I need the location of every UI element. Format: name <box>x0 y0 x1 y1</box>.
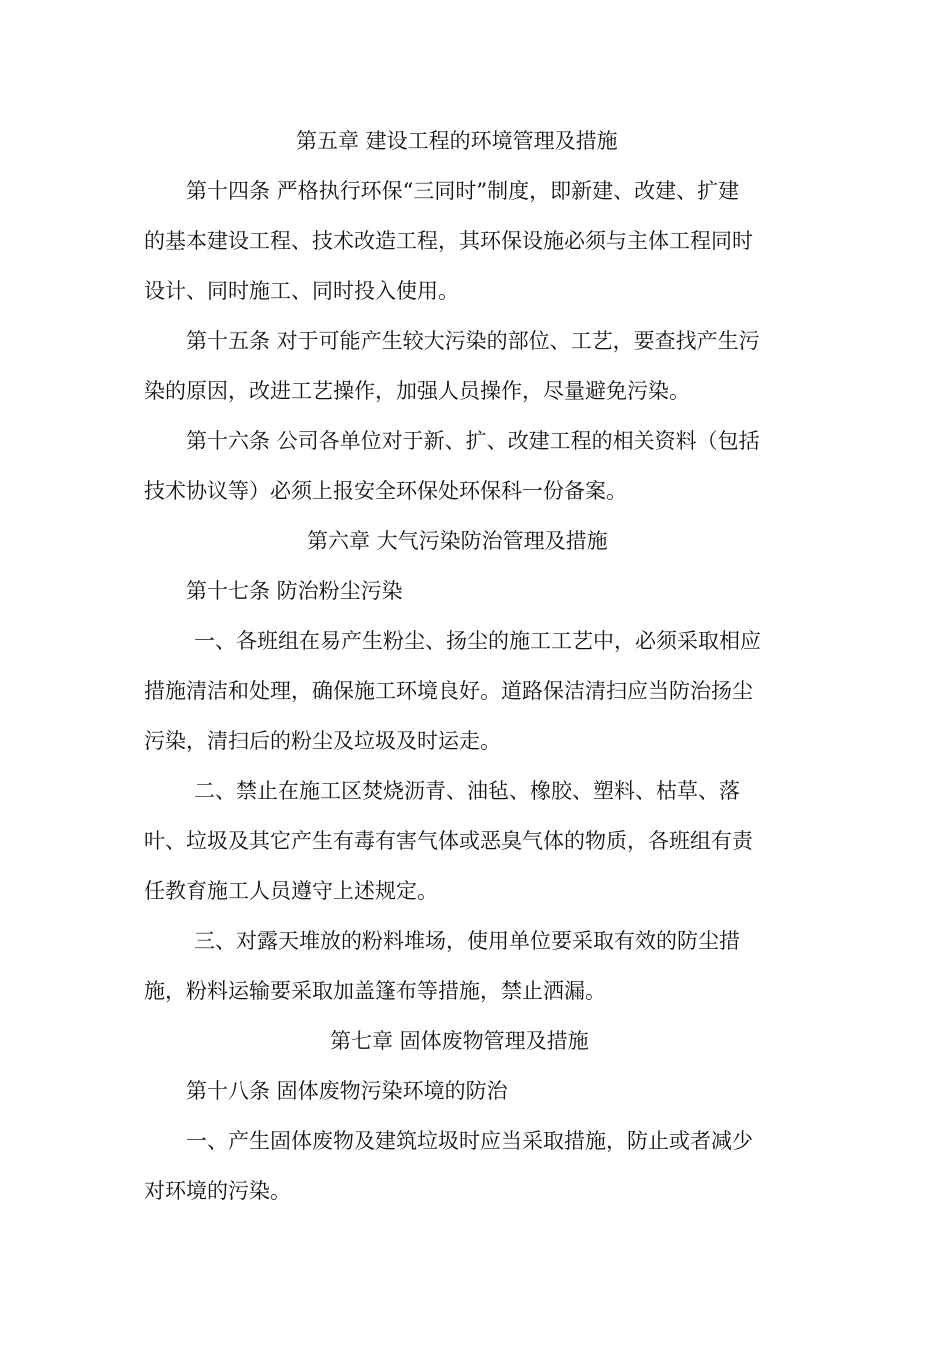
article-18-item-1-line-2: 对环境的污染。 <box>144 1179 291 1203</box>
chapter-7-heading: 第七章 固体废物管理及措施 <box>330 1029 589 1053</box>
article-14-line-1: 第十四条 严格执行环保“三同时”制度，即新建、改建、扩建 <box>186 179 740 203</box>
chapter-5-heading: 第五章 建设工程的环境管理及措施 <box>296 129 618 153</box>
article-15-line-2: 染的原因，改进工艺操作，加强人员操作，尽量避免污染。 <box>144 379 690 403</box>
article-16-line-1: 第十六条 公司各单位对于新、扩、改建工程的相关资料（包括 <box>186 429 760 453</box>
article-14-line-3: 设计、同时施工、同时投入使用。 <box>144 279 459 303</box>
item-3-line-2: 施，粉料运输要采取加盖篷布等措施，禁止洒漏。 <box>144 979 606 1003</box>
item-2-line-2: 叶、垃圾及其它产生有毒有害气体或恶臭气体的物质，各班组有责 <box>144 829 753 853</box>
article-17-title: 第十七条 防治粉尘污染 <box>186 579 403 603</box>
article-14-line-2: 的基本建设工程、技术改造工程，其环保设施必须与主体工程同时 <box>144 229 753 253</box>
article-18-title: 第十八条 固体废物污染环境的防治 <box>186 1079 508 1103</box>
item-3-line-1: 三、对露天堆放的粉料堆场，使用单位要采取有效的防尘措 <box>194 929 740 953</box>
article-18-item-1-line-1: 一、产生固体废物及建筑垃圾时应当采取措施，防止或者减少 <box>186 1129 753 1153</box>
article-15-line-1: 第十五条 对于可能产生较大污染的部位、工艺，要查找产生污 <box>186 329 760 353</box>
item-2-line-1: 二、禁止在施工区焚烧沥青、油毡、橡胶、塑料、枯草、落 <box>194 779 740 803</box>
item-1-line-1: 一、各班组在易产生粉尘、扬尘的施工工艺中，必须采取相应 <box>194 629 761 653</box>
item-1-line-2: 措施清洁和处理，确保施工环境良好。道路保洁清扫应当防治扬尘 <box>144 679 753 703</box>
chapter-6-heading: 第六章 大气污染防治管理及措施 <box>307 529 608 553</box>
item-2-line-3: 任教育施工人员遵守上述规定。 <box>144 879 438 903</box>
item-1-line-3: 污染，清扫后的粉尘及垃圾及时运走。 <box>144 729 501 753</box>
article-16-line-2: 技术协议等）必须上报安全环保处环保科一份备案。 <box>144 479 627 503</box>
